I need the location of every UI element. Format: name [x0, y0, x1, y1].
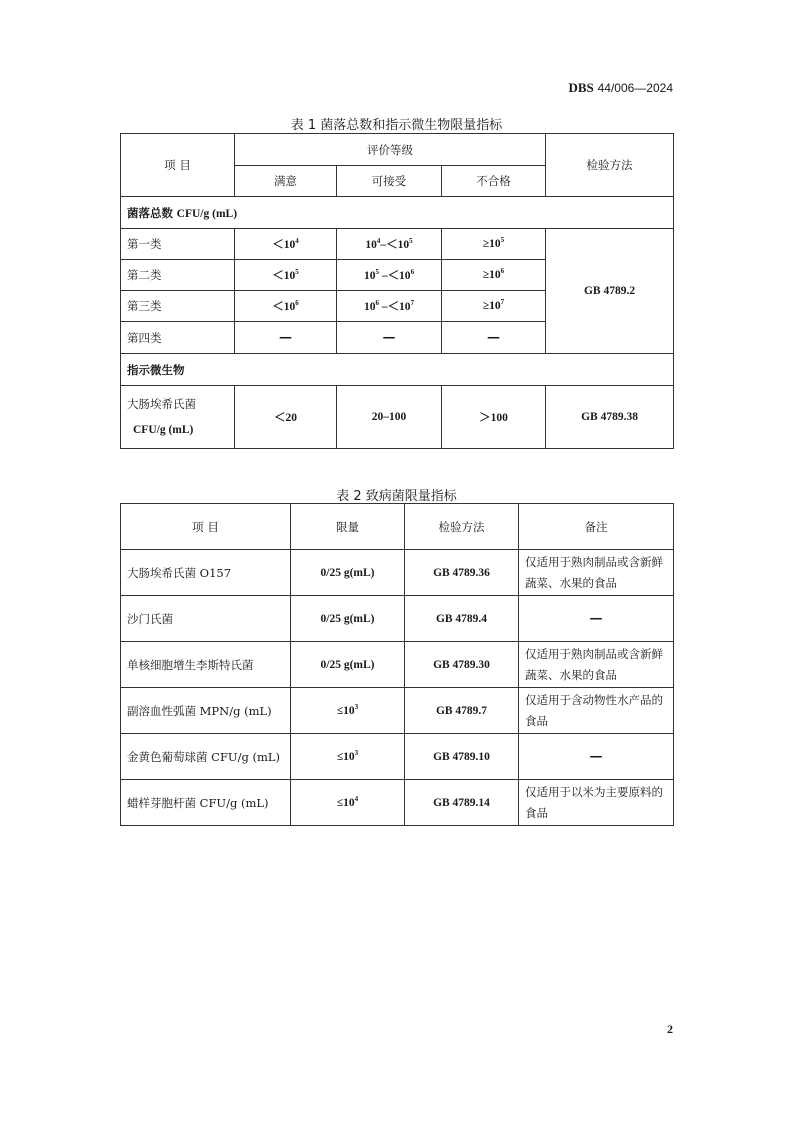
table2-head-item: 项 目: [121, 504, 291, 550]
method-value: GB 4789.38: [546, 386, 674, 449]
limit-value: 0/25 g(mL): [291, 596, 405, 642]
method-value: GB 4789.4: [405, 596, 519, 642]
pathogen-name: 蜡样芽胞杆菌 CFU/g (mL): [121, 780, 291, 826]
note-value: 仅适用于熟肉制品或含新鲜蔬菜、水果的食品: [519, 550, 674, 596]
note-value: —: [519, 596, 674, 642]
table1-head-item: 项 目: [121, 134, 235, 197]
note-value: 仅适用于以米为主要原料的食品: [519, 780, 674, 826]
table1-head-evaluation: 评价等级: [235, 134, 546, 166]
table2-head-limit: 限量: [291, 504, 405, 550]
unqualified-value: $\ge 10^5$: [442, 229, 546, 260]
unqualified-value: $\ge 10^6$: [442, 260, 546, 291]
note-value: 仅适用于熟肉制品或含新鲜蔬菜、水果的食品: [519, 642, 674, 688]
method-value: GB 4789.36: [405, 550, 519, 596]
standard-prefix: DBS: [568, 80, 594, 95]
pathogen-name: 副溶血性弧菌 MPN/g (mL): [121, 688, 291, 734]
section-title: 菌落总数: [127, 205, 173, 220]
limit-value: 0/25 g(mL): [291, 550, 405, 596]
method-value: GB 4789.7: [405, 688, 519, 734]
table1-head-unqualified: 不合格: [442, 166, 546, 197]
table1-head-method: 检验方法: [546, 134, 674, 197]
table1-head-satisfactory: 满意: [235, 166, 337, 197]
satisfactory-value: $<10^6$: [235, 291, 337, 322]
table-row: [121, 550, 674, 596]
table-row: [121, 688, 674, 734]
page-number: 2: [667, 1022, 673, 1036]
ecoli-name: 大肠埃希氏菌: [127, 397, 196, 411]
method-value: GB 4789.30: [405, 642, 519, 688]
satisfactory-value: —: [235, 322, 337, 354]
table2-caption: 表 2 致病菌限量指标: [336, 489, 457, 504]
unqualified-value: ＞100: [442, 386, 546, 449]
unqualified-value: $\ge 10^7$: [442, 291, 546, 322]
table1-section-total-count: [121, 197, 674, 229]
table1-colony-and-indicator: [120, 133, 674, 449]
acceptable-value: $10^5$ $-<10^6$: [337, 260, 442, 291]
document-header: [568, 80, 673, 96]
satisfactory-value: $<10^4$: [235, 229, 337, 260]
unqualified-value: —: [442, 322, 546, 354]
table-row: [121, 780, 674, 826]
table2-head-note: 备注: [519, 504, 674, 550]
category-name: 第二类: [121, 260, 235, 291]
method-value: GB 4789.14: [405, 780, 519, 826]
pathogen-name: 沙门氏菌: [121, 596, 291, 642]
limit-value: $\le 10^4$: [291, 780, 405, 826]
note-value: —: [519, 734, 674, 780]
category-name: 第四类: [121, 322, 235, 354]
note-value: 仅适用于含动物性水产品的食品: [519, 688, 674, 734]
ecoli-unit: CFU/g (mL): [133, 424, 194, 436]
table-row: [121, 734, 674, 780]
pathogen-name: 大肠埃希氏菌 O157: [121, 550, 291, 596]
table-row: [121, 596, 674, 642]
table1-section-indicator: 指示微生物: [121, 354, 674, 386]
table1-caption: 表 1 菌落总数和指示微生物限量指标: [290, 118, 503, 133]
pathogen-name: 单核细胞增生李斯特氏菌: [121, 642, 291, 688]
pathogen-name: 金黄色葡萄球菌 CFU/g (mL): [121, 734, 291, 780]
table-row: [121, 386, 674, 449]
acceptable-value: $10^4-<10^5$: [337, 229, 442, 260]
table2-pathogens: [120, 503, 674, 826]
acceptable-value: —: [337, 322, 442, 354]
method-value: GB 4789.10: [405, 734, 519, 780]
acceptable-value: $10^6$ $-<10^7$: [337, 291, 442, 322]
limit-value: $\le 10^3$: [291, 734, 405, 780]
category-name: 第一类: [121, 229, 235, 260]
method-total-count: GB 4789.2: [546, 229, 674, 354]
table2-head-method: 检验方法: [405, 504, 519, 550]
section-unit: CFU/g (mL): [176, 207, 238, 220]
acceptable-value: 20–100: [337, 386, 442, 449]
satisfactory-value: $<10^5$: [235, 260, 337, 291]
category-name: 第三类: [121, 291, 235, 322]
table1-head-acceptable: 可接受: [337, 166, 442, 197]
limit-value: $\le 10^3$: [291, 688, 405, 734]
ecoli-name-cell: [121, 386, 235, 449]
standard-number: 44/006—2024: [597, 81, 673, 95]
limit-value: 0/25 g(mL): [291, 642, 405, 688]
table-row: [121, 229, 674, 260]
table-row: [121, 642, 674, 688]
satisfactory-value: ＜20: [235, 386, 337, 449]
